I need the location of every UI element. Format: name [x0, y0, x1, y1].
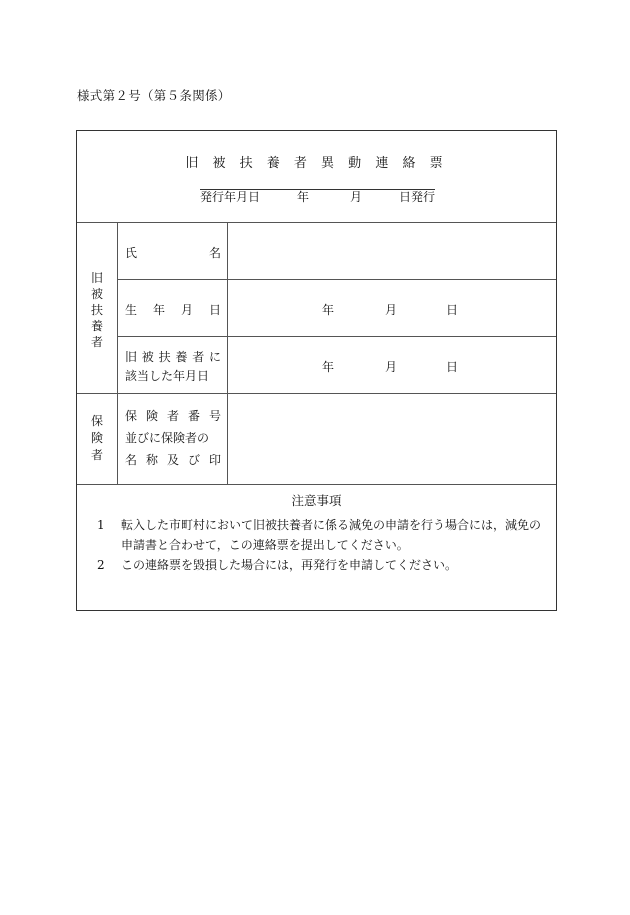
birth-day-label: 日	[446, 303, 459, 317]
form-title: 旧 被 扶 養 者 異 動 連 絡 票	[185, 156, 448, 171]
issue-date-prefix: 発行年月日	[200, 190, 261, 204]
issue-year-label: 年	[297, 190, 310, 204]
change-date-label-line1: 旧 被 扶 養 者 に	[125, 350, 221, 364]
insurer-label-line3: 名 称 及 び 印	[125, 453, 221, 467]
issue-suffix: 日発行	[399, 190, 436, 204]
birth-year-label: 年	[322, 303, 335, 317]
birth-date-field[interactable]	[228, 280, 556, 336]
change-month-label: 月	[385, 360, 398, 374]
issue-date-line	[200, 188, 436, 204]
change-day-label: 日	[446, 360, 459, 374]
insurer-field[interactable]	[228, 394, 556, 484]
insurer-section-label: 保 険 者	[90, 414, 103, 462]
form-number-label: 様式第２号（第５条関係）	[77, 88, 231, 103]
name-field[interactable]	[228, 223, 556, 279]
notice-form	[76, 130, 557, 611]
notes-title: 注意事項	[291, 493, 342, 508]
name-label: 氏 名	[125, 246, 221, 260]
birth-date-label: 生 年 月 日	[125, 303, 221, 317]
birth-month-label: 月	[385, 303, 398, 317]
divider	[117, 222, 118, 484]
change-year-label: 年	[322, 360, 335, 374]
note-item-2: 2 この連絡票を毀損した場合には，再発行を申請してください。	[97, 558, 458, 572]
insurer-label-line1: 保 険 者 番 号	[125, 409, 221, 423]
issue-month-label: 月	[350, 190, 363, 204]
change-date-label-line2: 該当した年月日	[125, 369, 210, 383]
insurer-label-line2: 並びに保険者の	[125, 431, 210, 445]
divider	[77, 484, 556, 485]
dependent-section-label: 旧 被 扶 養 者	[90, 271, 103, 349]
change-date-field[interactable]	[228, 337, 556, 393]
note-item-1: 1 転入した市町村において旧被扶養者に係る減免の申請を行う場合には，減免の申請書と合わせて，この連絡票を提出してください。	[97, 518, 542, 552]
